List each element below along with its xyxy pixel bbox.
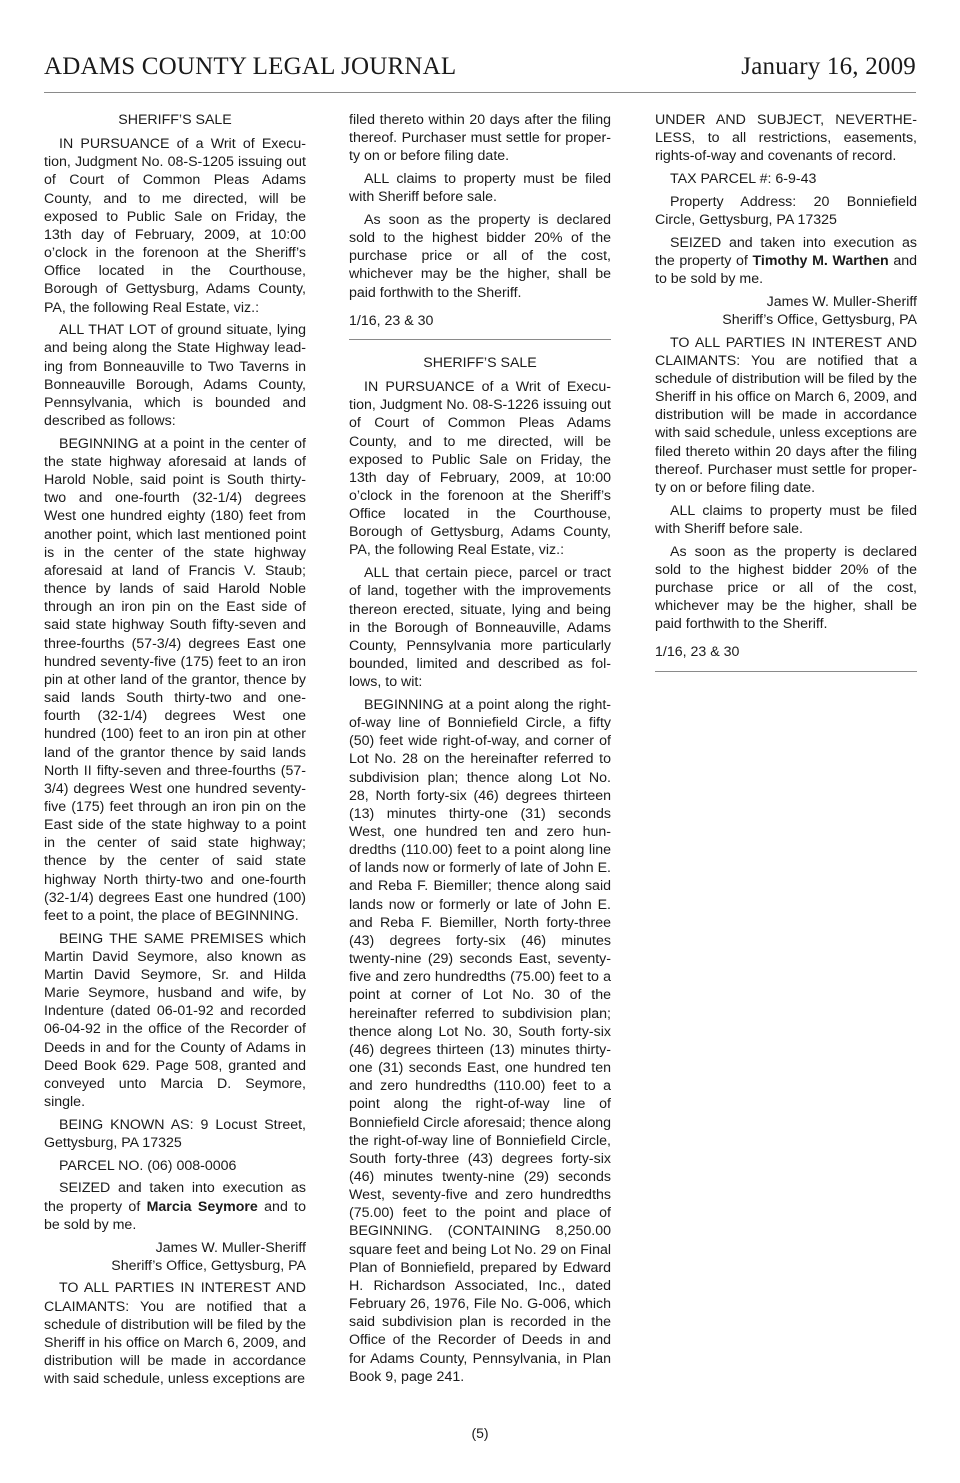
seized-paragraph: SEIZED and taken into execution as the property of Marcia Seymore and to be sold by me. — [44, 1180, 306, 1233]
parcel-number: PARCEL NO. (06) 008-0006 — [59, 1157, 237, 1174]
claims-paragraph: ALL claims to property must be filed with Sheriff before sale. — [655, 502, 917, 537]
address-paragraph: BEING KNOWN AS: 9 Locust Street, Gettysburg, PA 17325 — [44, 1116, 306, 1151]
seized-paragraph: SEIZED and taken into execution as the property of Timothy M. Warthen and to be sold by me. — [655, 234, 917, 288]
tract-description-paragraph: ALL that certain piece, parcel or tract of land, together with the improvements thereon erected, situate, lying and being in the Borough of Bonneauville, Adams County, Pennsylvania more particularly bounded, limited and described as follows, to wit: — [349, 565, 611, 691]
column-right — [655, 111, 917, 686]
publication-title: ADAMS COUNTY LEGAL JOURNAL — [44, 53, 457, 80]
notice-divider — [655, 671, 917, 672]
page-number: (5) — [471, 1425, 489, 1441]
sheriff-office: Sheriff’s Office, Gettysburg, PA — [722, 311, 917, 328]
property-owner-name: Timothy M. Warthen — [752, 252, 889, 269]
publication-dates: 1/16, 23 & 30 — [349, 312, 434, 329]
claimants-continued-paragraph: filed thereto within 20 days after the filing thereof. Purchaser must settle for property on or before filing date. — [349, 112, 611, 165]
writ-paragraph: IN PURSUANCE of a Writ of Execution, Judgment No. 08-S-1205 issuing out of Court of Common Pleas Adams County, and to me directed, will be exposed to Public Sale on Friday, the 13th day of February, 2009, at 10:00 o’clock in the forenoon at the Sheriff’s Office located in the Courthouse, Borough of Gettysburg, Adams County, PA, the following Real Estate, viz.: — [44, 136, 306, 316]
premises-paragraph: BEING THE SAME PREMISES which Martin David Seymore, also known as Martin David Seymore, Sr. and Hilda Marie Seymore, husband and wife, by Indenture (dated 06-01-92 and recorded 06-04-92 in the office of the Recorder of Deeds in and for the County of Adams in Deed Book 629. Page 508, granted and conveyed unto Marcia D. Seymore, single. — [44, 930, 306, 1111]
lot-description-paragraph: ALL THAT LOT of ground situate, lying and being along the State Highway leading from Bonneauville to Two Taverns in Bonneauville Borough, Adams County, Pennsylvania, which is bounded and described as follows: — [44, 322, 306, 430]
writ-paragraph: IN PURSUANCE of a Writ of Execution, Judgment No. 08-S-1226 issuing out of Court of Common Pleas Adams County, and to me directed, will be exposed to Public Sale on Friday, the 13th day of February, 2009, at 10:00 o’clock in the forenoon at the Sheriff’s Office located in the Courthouse, Borough of Gettysburg, Adams County, PA, the following Real Estate, viz.: — [349, 379, 611, 559]
boundary-paragraph: BEGINNING at a point along the right-of-way line of Bonniefield Circle, a fifty (50) feet wide right-of-way, and corner of Lot No. 28 on the hereinafter referred to subdivision plan; thence along Lot No. 28, North forty-six (46) degrees thirteen (13) minutes thirty-one (31) seconds West, one hundred ten and zero hundredths (110.00) feet to a point along line of lands now or formerly of late of John E. and Reba F. Biemiller; thence along said lands now or formerly or late of John E. and Reba F. Biemiller, North forty-three (43) degrees forty-six (46) minutes twenty-nine (29) seconds East, seventy-five and zero hundredths (75.00) feet to a point at corner of Lot No. 30 of the hereinafter referred to subdivision plan; thence along Lot No. 30, South forty-six (46) degrees thirteen (13) minutes thirty-one (31) seconds East, one hundred ten and zero hundredths (110.00) feet to a point along the right-of-way line of Bonniefield Circle aforesaid; thence along the right-of-way line of Bonniefield Circle, South forty-three (43) degrees forty-six (46) minutes twenty-nine (29) seconds West, seventy-five and zero hundredths (75.00) feet to the point and place of BEGINNING. (CONTAINING 8,250.00 square feet and being Lot No. 29 on Final Plan of Bonniefield, prepared by Edward H. Richardson Associated, Inc., dated February 26, 1976, File No. G-006, which said subdivision plan is recorded in the Office of the Recorder of Deeds in and for Adams County, Pennsylvania, in Plan Book 9, page 241. — [349, 696, 611, 1385]
column-middle — [349, 111, 611, 1390]
issue-date: January 16, 2009 — [741, 53, 916, 80]
claimants-paragraph: TO ALL PARTIES IN INTEREST AND CLAIMANTS: You are notified that a schedule of distribution will be filed by the Sheriff in his office on March 6, 2009, and distribution will be made in accordance with said schedule, unless exceptions are filed thereto within 20 days after the filing thereof. Purchaser must settle for property on or before filing date. — [655, 334, 917, 496]
sheriff-office: Sheriff’s Office, Gettysburg, PA — [111, 1257, 306, 1274]
publication-dates: 1/16, 23 & 30 — [655, 644, 740, 661]
tax-parcel: TAX PARCEL #: 6-9-43 — [670, 171, 817, 188]
claimants-paragraph: TO ALL PARTIES IN INTEREST AND CLAIMANTS: You are notified that a schedule of distribution will be filed by the Sheriff in his office on March 6, 2009, and distribution will be made in accordance with said schedule, unless exceptions are — [44, 1280, 306, 1388]
restrictions-paragraph: UNDER AND SUBJECT, NEVERTHELESS, to all restrictions, easements, rights-of-way and covenants of record. — [655, 112, 917, 165]
column-left — [44, 111, 306, 1393]
sheriff-signature: James W. Muller-Sheriff — [766, 293, 917, 310]
payment-paragraph: As soon as the property is declared sold to the highest bidder 20% of the purchase price or all of the cost, whichever may be the higher, shall be paid forthwith to the Sheriff. — [349, 211, 611, 301]
journal-masthead — [44, 50, 916, 93]
boundary-paragraph: BEGINNING at a point in the center of the state highway aforesaid at lands of Harold Noble, said point is South thirty-two and one-fourth (32-1/4) degrees West one hundred eighty (180) feet from another point, which last mentioned point is in the center of the state highway aforesaid at land of Francis V. Staub; thence by lands of said Harold Noble through an iron pin on the East side of said state highway South fifty-seven and three-fourths (57-3/4) degrees East one hundred seventy-five (175) feet to an iron pin at other land of the grantor, thence by said lands South thirty-two and one-fourth (32-1/4) degrees West one hundred (100) feet to an iron pin at other land of the grantor thence by said lands North II fifty-seven and three-fourths (57-3/4) degrees West one hundred seventy-five (175) feet through an iron pin on the East side of the state highway to a point in the center of said state highway; thence by the center of said state highway North thirty-two and one-fourth (32-1/4) degrees East one hundred (100) feet to a point, the place of BEGINNING. — [44, 435, 306, 924]
payment-paragraph: As soon as the property is declared sold to the highest bidder 20% of the purchase price or all of the cost, whichever may be the higher, shall be paid forthwith to the Sheriff. — [655, 543, 917, 633]
notice-heading: SHERIFF’S SALE — [423, 354, 537, 371]
notice-heading: SHERIFF’S SALE — [118, 112, 232, 128]
property-address: Property Address: 20 Bonniefield Circle, Gettysburg, PA 17325 — [655, 193, 917, 228]
claims-paragraph: ALL claims to property must be filed with Sheriff before sale. — [349, 171, 611, 206]
sheriff-signature: James W. Muller-Sheriff — [155, 1239, 306, 1256]
notice-divider — [349, 339, 611, 340]
property-owner-name: Marcia Seymore — [146, 1198, 258, 1215]
